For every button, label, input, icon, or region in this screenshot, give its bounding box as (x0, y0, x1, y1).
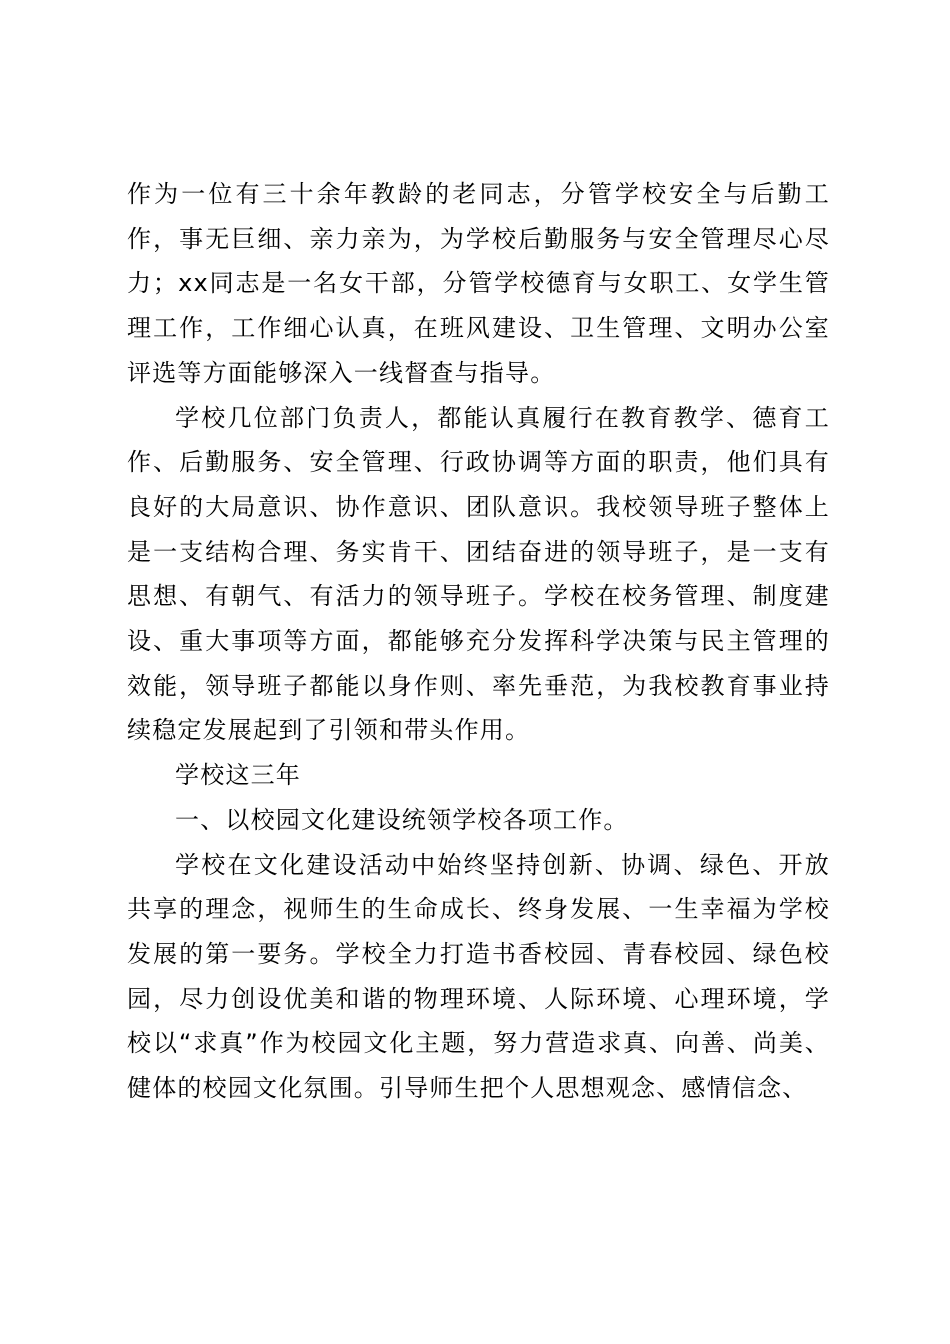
paragraph-5: 学校在文化建设活动中始终坚持创新、协调、绿色、开放共享的理念，视师生的生命成长、终身发展、一生幸福为学校发展的第一要务。学校全力打造书香校园、青春校园、绿色校园，尽力创设优美和谐的物理环境、人际环境、心理环境，学校以“求真”作为校园文化主题，努力营造求真、向善、尚美、健体的校园文化氛围。引导师生把个人思想观念、感情信念、 (127, 850, 830, 1103)
paragraph-2: 学校几位部门负责人，都能认真履行在教育教学、德育工作、后勤服务、安全管理、行政协调等方面的职责，他们具有良好的大局意识、协作意识、团队意识。我校领导班子整体上是一支结构合理、务实肯干、团结奋进的领导班子，是一支有思想、有朝气、有活力的领导班子。学校在校务管理、制度建设、重大事项等方面，都能够充分发挥科学决策与民主管理的效能，领导班子都能以身作则、率先垂范，为我校教育事业持续稳定发展起到了引领和带头作用。 (127, 403, 830, 745)
section-heading-1: 一、以校园文化建设统领学校各项工作。 (175, 805, 629, 834)
paragraph-1: 作为一位有三十余年教龄的老同志，分管学校安全与后勤工作，事无巨细、亲力亲为，为学校后勤服务与安全管理尽心尽力；xx同志是一名女干部，分管学校德育与女职工、女学生管理工作，工作细心认真，在班风建设、卫生管理、文明办公室评选等方面能够深入一线督查与指导。 (127, 180, 830, 387)
document-page (127, 172, 830, 1111)
paragraph-3: 学校这三年 (175, 761, 301, 790)
